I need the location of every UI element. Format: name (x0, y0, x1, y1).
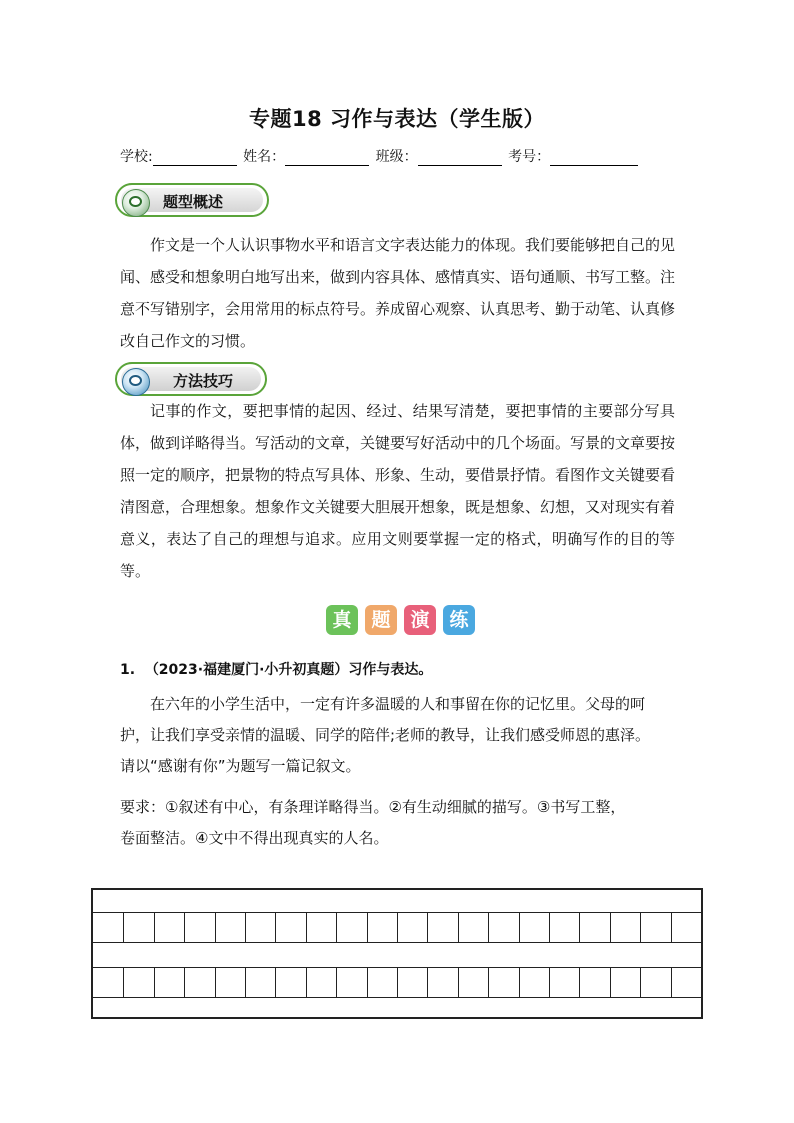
grid-cell-divider (154, 912, 155, 942)
question-1-body (120, 689, 680, 854)
school-label: 学校: (120, 149, 153, 165)
practice-char-ti: 题 (365, 605, 397, 635)
grid-cell-divider (640, 912, 641, 942)
grid-cell-divider (123, 967, 124, 997)
page-title: 专题18 习作与表达（学生版） (248, 107, 546, 131)
grid-cell-divider (336, 967, 337, 997)
practice-char-lian: 练 (443, 605, 475, 635)
question-line-3: 请以“感谢有你”为题写一篇记叙文。 (120, 757, 361, 775)
question-1-heading (120, 659, 432, 679)
grid-cell-divider (245, 967, 246, 997)
practice-char-yan: 演 (404, 605, 436, 635)
name-label: 姓名： (243, 149, 286, 165)
overview-badge (115, 183, 269, 217)
school-field[interactable] (153, 151, 237, 166)
student-info-line (120, 146, 640, 166)
grid-cell-divider (427, 967, 428, 997)
method-badge-label: 方法技巧 (173, 372, 234, 390)
class-label: 班级： (375, 149, 418, 165)
class-field[interactable] (418, 151, 502, 166)
name-field[interactable] (285, 151, 369, 166)
method-badge (115, 362, 267, 396)
grid-cell-divider (519, 967, 520, 997)
grid-cell-divider (123, 912, 124, 942)
grid-cell-divider (215, 967, 216, 997)
question-number: 1. (120, 662, 136, 678)
overview-paragraph: 作文是一个人认识事物水平和语言文字表达能力的体现。我们要能够把自己的见闻、感受和想象明白地写出来，做到内容具体、感情真实、语句通顺、书写工整。注意不写错别字，会用常用的标点符号。养成留心观察、认真思考、勤于动笔、认真修改自己作文的习惯。 (120, 236, 676, 350)
grid-cell-divider (336, 912, 337, 942)
grid-cell-divider (610, 967, 611, 997)
grid-cell-divider (184, 912, 185, 942)
grid-cell-divider (549, 912, 550, 942)
grid-cell-divider (367, 967, 368, 997)
grid-cell-divider (397, 967, 398, 997)
grid-cell-divider (427, 912, 428, 942)
question-line-2: 护，让我们享受亲情的温暖、同学的陪伴;老师的教导，让我们感受师恩的惠泽。 (120, 726, 651, 744)
grid-cell-divider (397, 912, 398, 942)
grid-cell-divider (549, 967, 550, 997)
exam-no-field[interactable] (550, 151, 638, 166)
grid-cell-divider (306, 912, 307, 942)
exam-no-label: 考号： (508, 149, 551, 165)
grid-cell-divider (488, 912, 489, 942)
grid-cell-divider (610, 912, 611, 942)
question-line-1: 在六年的小学生活中，一定有许多温暖的人和事留在你的记忆里。父母的呵 (150, 695, 646, 713)
grid-cell-divider (367, 912, 368, 942)
grid-cell-divider (245, 912, 246, 942)
practice-char-zhen: 真 (326, 605, 358, 635)
speech-bubble-icon (122, 368, 150, 396)
grid-cell-divider (671, 912, 672, 942)
grid-cell-divider (519, 912, 520, 942)
grid-cell-divider (579, 967, 580, 997)
grid-cell-divider (154, 967, 155, 997)
grid-cell-divider (458, 967, 459, 997)
grid-cell-divider (184, 967, 185, 997)
question-source: （2023·福建厦门·小升初真题）习作与表达。 (144, 662, 433, 678)
speech-bubble-icon (122, 189, 150, 217)
method-paragraph: 记事的作文，要把事情的起因、经过、结果写清楚，要把事情的主要部分写具体，做到详略得当。写活动的文章，关键要写好活动中的几个场面。写景的文章要按照一定的顺序，把景物的特点写具体、形象、生动，要借景抒情。看图作文关键要看清图意，合理想象。想象作文关键要大胆展开想象，既是想象、幻想，又对现实有着意义，表达了自己的理想与追求。应用文则要掌握一定的格式，明确写作的目的等等。 (120, 402, 676, 580)
grid-cell-divider (579, 912, 580, 942)
practice-banner (326, 605, 486, 637)
grid-cell-divider (275, 912, 276, 942)
grid-cell-divider (640, 967, 641, 997)
grid-cell-divider (275, 967, 276, 997)
writing-grid[interactable] (91, 888, 703, 1019)
requirement-line-1: 要求：①叙述有中心，有条理详略得当。②有生动细腻的描写。③书写工整， (120, 798, 626, 816)
grid-cell-divider (306, 967, 307, 997)
requirement-line-2: 卷面整洁。④文中不得出现真实的人名。 (120, 829, 389, 847)
grid-cell-divider (488, 967, 489, 997)
grid-cell-divider (458, 912, 459, 942)
grid-cell-divider (671, 967, 672, 997)
grid-cell-divider (215, 912, 216, 942)
overview-badge-label: 题型概述 (163, 193, 224, 211)
